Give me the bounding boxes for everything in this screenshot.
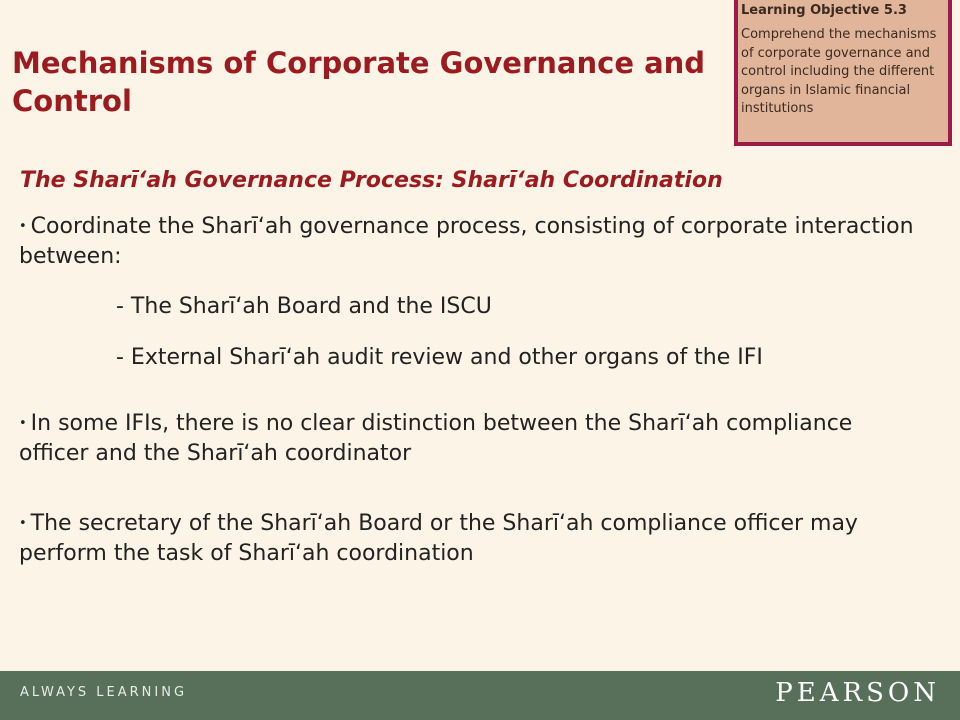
brand-logo: PEARSON	[775, 678, 940, 708]
bullet-text: Coordinate the Sharīʻah governance process, consisting of corporate interaction between:	[19, 214, 914, 269]
slide-title: Mechanisms of Corporate Governance and Control	[12, 46, 706, 118]
bullet-item	[19, 509, 919, 569]
bullet-marker: •	[19, 516, 27, 531]
footer-tagline: ALWAYS LEARNING	[20, 685, 188, 700]
learning-objective-heading: Learning Objective 5.3	[741, 3, 907, 18]
bullet-item	[19, 212, 919, 272]
bullet-marker: •	[19, 416, 27, 431]
bullet-item	[19, 409, 919, 469]
section-subheading: The Sharīʻah Governance Process: Sharīʻah Coordination	[20, 168, 723, 193]
footer-bar	[0, 671, 960, 720]
bullet-text: In some IFIs, there is no clear distinction between the Sharīʻah compliance officer and the Sharīʻah coordinator	[19, 411, 853, 466]
learning-objective-box	[734, 0, 952, 146]
learning-objective-text: Comprehend the mechanisms of corporate governance and control including the different organs in Islamic financial institutions	[741, 27, 937, 116]
bullet-marker: •	[19, 219, 27, 234]
bullet-text: The secretary of the Sharīʻah Board or the Sharīʻah compliance officer may perform the task of Sharīʻah coordination	[19, 511, 858, 566]
sub-item: - External Sharīʻah audit review and other organs of the IFI	[116, 345, 763, 370]
sub-item: - The Sharīʻah Board and the ISCU	[116, 294, 492, 319]
